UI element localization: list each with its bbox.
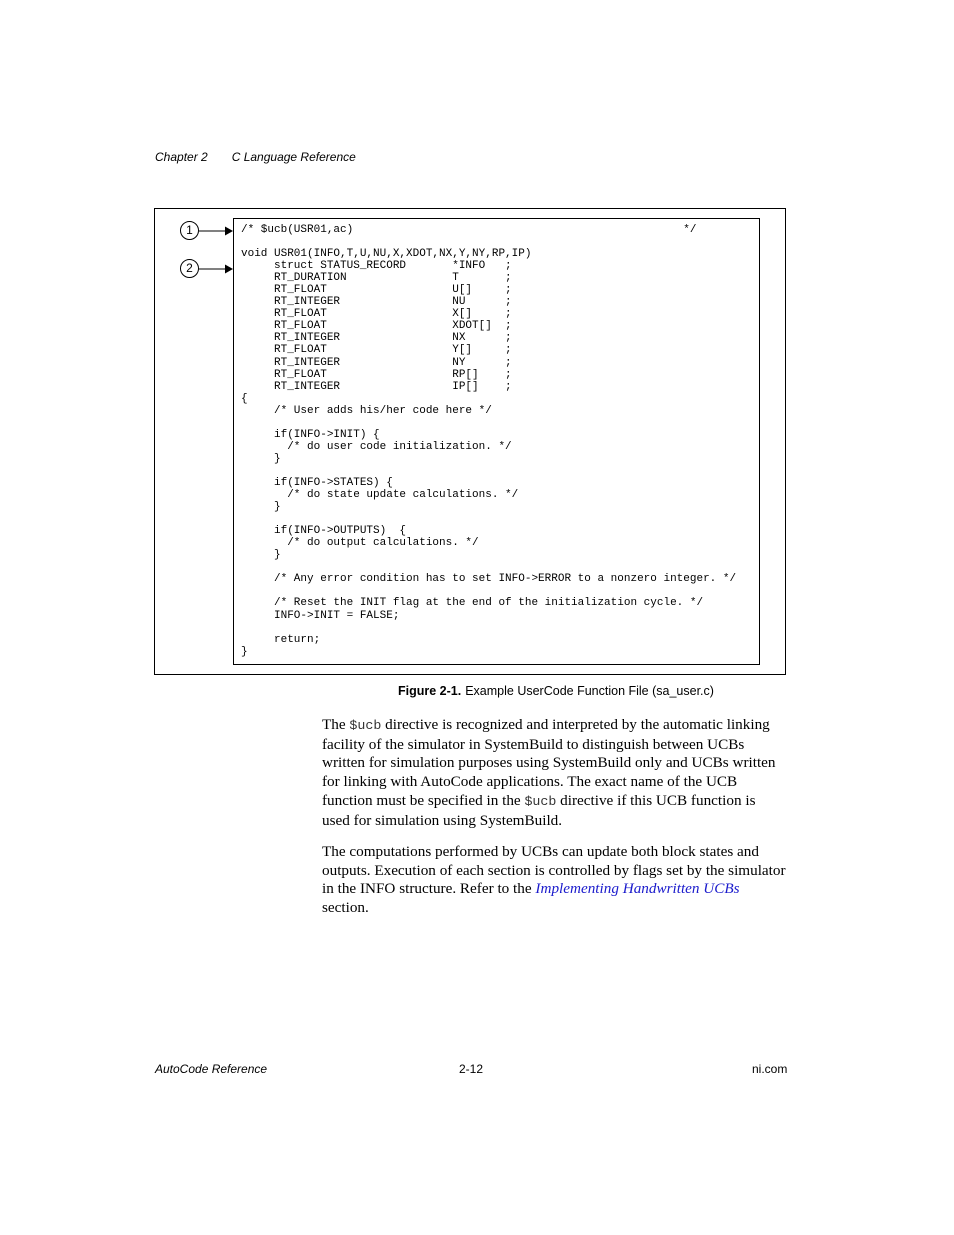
paragraph-computations [322,843,787,918]
code-line [241,622,736,634]
code-line: } [241,452,281,465]
paragraph-ucb-directive [322,716,787,830]
link-implementing-handwritten-ucbs[interactable]: Implementing Handwritten UCBs [535,880,740,898]
code-listing [241,224,736,658]
callout-1: 1 [180,221,199,240]
code-line: return; [241,633,321,646]
footer-website[interactable]: ni.com [752,1062,788,1076]
code-line: /* do output calculations. */ [241,537,479,550]
code-line: RT_INTEGER IP[] ; [241,380,512,393]
inline-code-ucb-2: $ucb [524,793,557,809]
code-line: struct STATUS_RECORD *INFO ; [241,260,512,273]
code-line: RT_FLOAT U[] ; [241,284,512,297]
code-line: } [241,645,248,658]
code-line [241,465,736,477]
code-line: if(INFO->OUTPUTS) { [241,525,407,538]
code-line: RT_FLOAT X[] ; [241,308,512,321]
code-line: RT_FLOAT XDOT[] ; [241,320,512,333]
code-line: /* $ucb(USR01,ac) */ [241,224,697,236]
code-line: if(INFO->INIT) { [241,428,380,441]
para2-text-2: section. [322,899,369,917]
code-line: { [241,392,248,405]
code-line [241,585,736,597]
para1-text-2: directive is recognized and interpreted by the automatic linking facility of the simulator in SystemBuild to distinguish between UCBs written for simulation purposes using SystemBuild only and UCBs written for linking with AutoCode applications. The exact name of the UCB function must be specified in the [322,716,776,809]
code-line: /* do state update calculations. */ [241,489,519,502]
callout-2-arrow-icon [199,263,235,275]
code-line: if(INFO->STATES) { [241,476,393,489]
code-line: RT_INTEGER NX ; [241,332,512,345]
code-line: /* Reset the INIT flag at the end of the initialization cycle. */ [241,597,704,610]
code-line: } [241,501,281,514]
code-line: void USR01(INFO,T,U,NU,X,XDOT,NX,Y,NY,RP,IP) [241,248,532,261]
code-line: /* Any error condition has to set INFO->ERROR to a nonzero integer. */ [241,573,737,586]
code-line: RT_INTEGER NU ; [241,296,512,309]
code-line: RT_FLOAT RP[] ; [241,368,512,381]
code-line [241,236,736,248]
footer-page-number: 2-12 [459,1062,484,1076]
figure-title: Example UserCode Function File (sa_user.c) [465,684,714,698]
code-line: /* do user code initialization. */ [241,440,512,453]
code-line: INFO->INIT = FALSE; [241,609,400,622]
code-line: } [241,549,281,562]
callout-2: 2 [180,259,199,278]
figure-caption [398,684,714,698]
figure-label: Figure 2-1. [398,684,462,698]
code-line: RT_INTEGER NY ; [241,356,512,369]
para2-text-1: The computations performed by UCBs can update both block states and outputs. Execution of each section is controlled by flags set by the simulator in the INFO structure. Refer to the [322,843,786,898]
code-line: RT_DURATION T ; [241,272,512,285]
para1-text-3: directive if this UCB function is used for simulation using SystemBuild. [322,791,756,829]
code-line [241,513,736,525]
inline-code-ucb: $ucb [349,718,382,733]
callout-1-arrow-icon [199,225,235,237]
para1-text-1: The [322,716,350,733]
code-line: RT_FLOAT Y[] ; [241,344,512,357]
chapter-number: Chapter 2 [155,150,208,164]
code-line [241,561,736,573]
chapter-title: C Language Reference [231,150,356,164]
code-line: /* User adds his/her code here */ [241,404,492,417]
footer-manual-title: AutoCode Reference [155,1062,268,1076]
running-header [155,150,356,164]
code-line [241,417,736,429]
